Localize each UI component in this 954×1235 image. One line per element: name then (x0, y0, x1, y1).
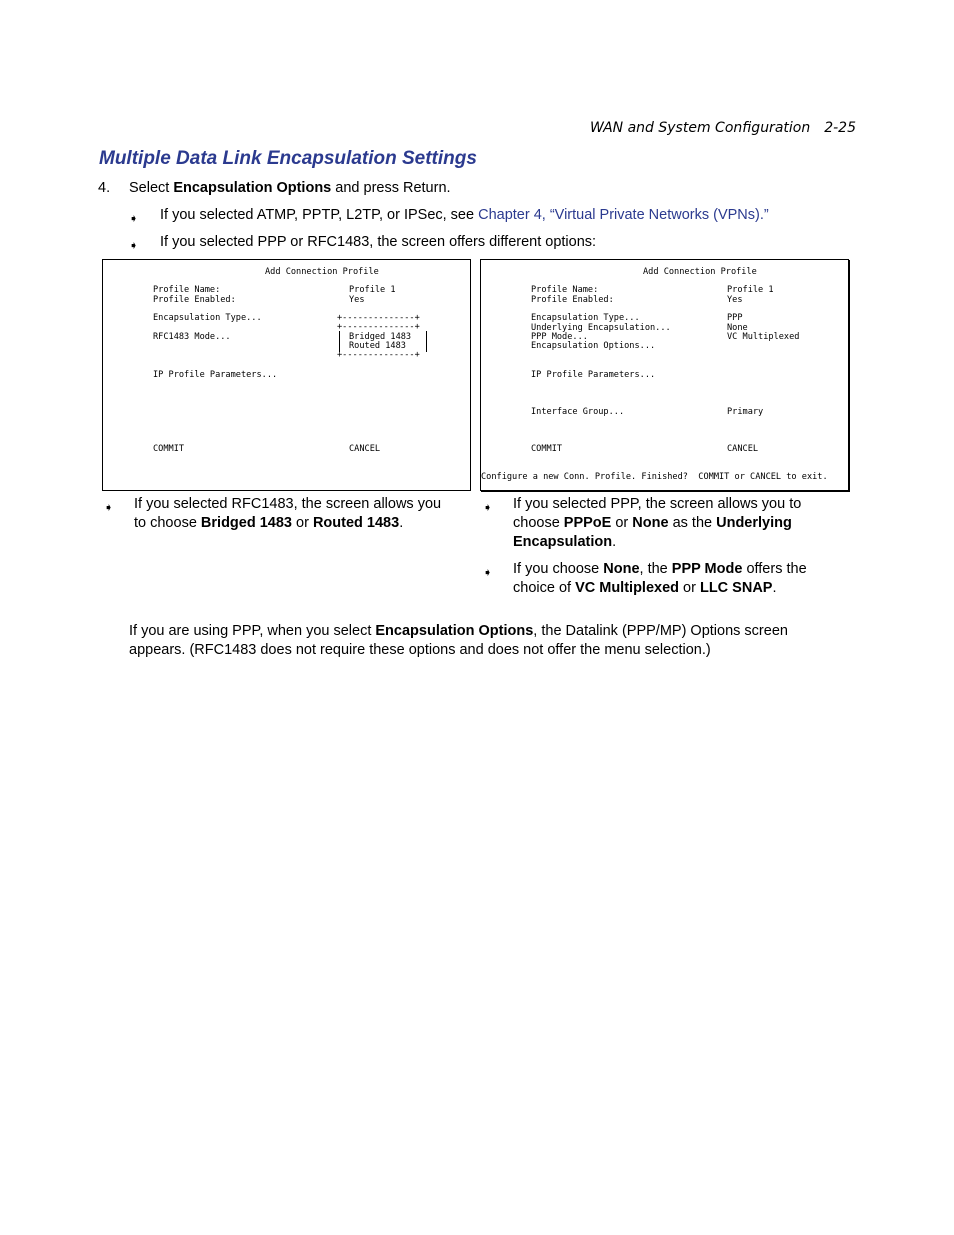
commit-button[interactable]: COMMIT (153, 444, 185, 454)
body-paragraph: If you are using PPP, when you select Encapsulation Options, the Datalink (PPP/MP) Options screen appears. (RFC1483 does not require these options and does not offer the menu selection.) (129, 623, 788, 658)
page-number: 2-25 (824, 120, 856, 136)
profile-name-value: Profile 1 (727, 285, 774, 295)
interface-group-value: Primary (727, 407, 764, 417)
option-routed-1483[interactable]: Routed 1483 (349, 341, 406, 351)
status-line: Configure a new Conn. Profile. Finished? COMMIT or CANCEL to exit. (481, 472, 828, 482)
screen-rfc1483 (102, 259, 471, 491)
ip-profile-params[interactable]: IP Profile Parameters... (153, 370, 278, 380)
popup-border-top: +--------------+ (337, 313, 420, 323)
cancel-button[interactable]: CANCEL (727, 444, 759, 454)
ppp-mode-value: VC Multiplexed (727, 332, 800, 342)
underlying-encap-value: None (727, 323, 748, 333)
commit-button[interactable]: COMMIT (531, 444, 563, 454)
profile-enabled-value: Yes (727, 295, 743, 305)
popup-border-bottom: +--------------+ (337, 350, 420, 360)
encap-type-label: Encapsulation Type... (153, 313, 262, 323)
step-number: 4. (98, 180, 111, 196)
section-title: Multiple Data Link Encapsulation Settings (99, 148, 477, 169)
vpn-chapter-link[interactable]: Chapter 4, “Virtual Private Networks (VPNs).” (478, 207, 769, 223)
arrow-bullet-icon: ➧ (129, 239, 139, 252)
arrow-bullet-icon: ➧ (483, 566, 493, 579)
screen-title: Add Connection Profile (265, 267, 379, 277)
screen-ppp (480, 259, 849, 491)
header-title: WAN and System Configuration (589, 120, 811, 136)
profile-enabled-label: Profile Enabled: (531, 295, 614, 305)
encap-type-label[interactable]: Encapsulation Type... (531, 313, 640, 323)
profile-name-label: Profile Name: (531, 285, 599, 295)
encap-options[interactable]: Encapsulation Options... (531, 341, 656, 351)
running-header (560, 120, 856, 136)
profile-enabled-value: Yes (349, 295, 365, 305)
step-text: Select Encapsulation Options and press Return. (129, 180, 451, 196)
ppp-mode-label[interactable]: PPP Mode... (531, 332, 588, 342)
option-bridged-1483[interactable]: Bridged 1483 (349, 332, 412, 342)
screen-title: Add Connection Profile (643, 267, 757, 277)
arrow-bullet-icon: ➧ (104, 501, 114, 514)
profile-name-value: Profile 1 (349, 285, 396, 295)
interface-group-label[interactable]: Interface Group... (531, 407, 625, 417)
arrow-bullet-icon: ➧ (129, 212, 139, 225)
ip-profile-params[interactable]: IP Profile Parameters... (531, 370, 656, 380)
encap-type-value: PPP (727, 313, 743, 323)
popup-border-sep: +--------------+ (337, 322, 420, 332)
rfc-mode-label: RFC1483 Mode... (153, 332, 231, 342)
underlying-encap-label[interactable]: Underlying Encapsulation... (531, 323, 671, 333)
profile-enabled-label: Profile Enabled: (153, 295, 236, 305)
cancel-button[interactable]: CANCEL (349, 444, 381, 454)
profile-name-label: Profile Name: (153, 285, 221, 295)
arrow-bullet-icon: ➧ (483, 501, 493, 514)
